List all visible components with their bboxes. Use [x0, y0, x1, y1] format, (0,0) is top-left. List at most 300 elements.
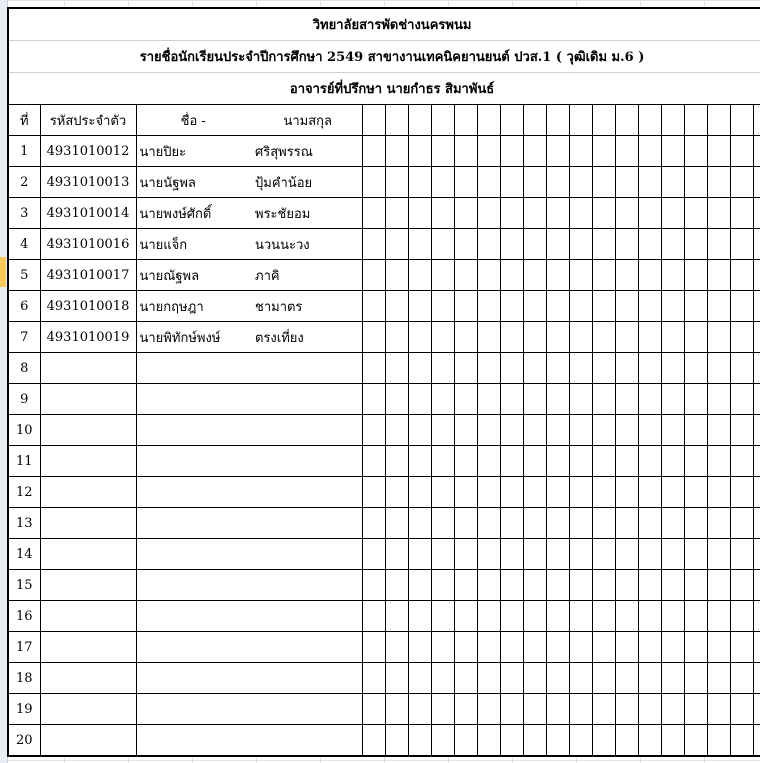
attendance-check-cell[interactable] [592, 539, 615, 570]
attendance-check-cell[interactable] [431, 167, 454, 198]
attendance-check-cell[interactable] [684, 570, 707, 601]
attendance-check-cell[interactable] [546, 570, 569, 601]
last-name-cell[interactable]: พระชัยอม [252, 198, 362, 229]
attendance-check-cell[interactable] [362, 570, 385, 601]
first-name-cell[interactable] [136, 384, 252, 415]
row-number-cell[interactable]: 18 [8, 663, 40, 694]
attendance-check-cell[interactable] [408, 353, 431, 384]
attendance-check-cell[interactable] [523, 663, 546, 694]
row-number-cell[interactable]: 12 [8, 477, 40, 508]
last-name-cell[interactable]: ปุ้มคำน้อย [252, 167, 362, 198]
last-name-cell[interactable] [252, 570, 362, 601]
student-id-cell[interactable] [40, 663, 136, 694]
attendance-check-cell[interactable] [707, 539, 730, 570]
attendance-check-cell[interactable] [615, 694, 638, 725]
attendance-check-cell[interactable] [753, 632, 760, 663]
attendance-check-cell[interactable] [523, 322, 546, 353]
attendance-check-cell[interactable] [546, 291, 569, 322]
attendance-check-cell[interactable] [431, 508, 454, 539]
attendance-check-cell[interactable] [362, 198, 385, 229]
attendance-check-cell[interactable] [477, 508, 500, 539]
attendance-check-cell[interactable] [638, 167, 661, 198]
attendance-check-cell[interactable] [753, 415, 760, 446]
attendance-check-cell[interactable] [707, 167, 730, 198]
attendance-check-cell[interactable] [684, 632, 707, 663]
attendance-check-cell[interactable] [753, 477, 760, 508]
student-id-cell[interactable] [40, 601, 136, 632]
attendance-check-cell[interactable] [385, 353, 408, 384]
attendance-check-cell[interactable] [477, 694, 500, 725]
attendance-check-cell[interactable] [454, 663, 477, 694]
student-id-cell[interactable] [40, 694, 136, 725]
attendance-check-cell[interactable] [408, 167, 431, 198]
attendance-check-cell[interactable] [592, 384, 615, 415]
attendance-check-cell[interactable] [546, 198, 569, 229]
attendance-check-cell[interactable] [523, 725, 546, 757]
attendance-check-cell[interactable] [730, 353, 753, 384]
attendance-check-cell[interactable] [730, 446, 753, 477]
attendance-check-cell[interactable] [454, 725, 477, 757]
attendance-check-cell[interactable] [362, 136, 385, 167]
row-number-cell[interactable]: 17 [8, 632, 40, 663]
last-name-cell[interactable] [252, 539, 362, 570]
attendance-check-cell[interactable] [707, 136, 730, 167]
attendance-check-cell[interactable] [638, 136, 661, 167]
attendance-check-cell[interactable] [408, 291, 431, 322]
attendance-check-cell[interactable] [615, 415, 638, 446]
student-id-cell[interactable] [40, 384, 136, 415]
first-name-cell[interactable] [136, 725, 252, 757]
attendance-check-cell[interactable] [707, 260, 730, 291]
attendance-check-cell[interactable] [500, 694, 523, 725]
first-name-cell[interactable]: นายนัฐพล [136, 167, 252, 198]
attendance-check-cell[interactable] [684, 446, 707, 477]
attendance-check-cell[interactable] [408, 539, 431, 570]
attendance-check-cell[interactable] [431, 446, 454, 477]
attendance-check-cell[interactable] [638, 229, 661, 260]
attendance-check-cell[interactable] [707, 694, 730, 725]
attendance-check-cell[interactable] [454, 136, 477, 167]
attendance-check-cell[interactable] [546, 353, 569, 384]
first-name-cell[interactable]: นายพิทักษ์พงษ์ [136, 322, 252, 353]
attendance-check-cell[interactable] [431, 353, 454, 384]
attendance-check-cell[interactable] [592, 632, 615, 663]
attendance-check-cell[interactable] [362, 353, 385, 384]
attendance-check-cell[interactable] [500, 446, 523, 477]
attendance-check-cell[interactable] [523, 136, 546, 167]
attendance-check-cell[interactable] [385, 136, 408, 167]
attendance-check-cell[interactable] [707, 229, 730, 260]
attendance-check-cell[interactable] [707, 725, 730, 757]
attendance-check-cell[interactable] [661, 725, 684, 757]
attendance-check-cell[interactable] [730, 167, 753, 198]
attendance-check-cell[interactable] [638, 198, 661, 229]
attendance-check-cell[interactable] [569, 570, 592, 601]
attendance-check-cell[interactable] [661, 601, 684, 632]
attendance-check-cell[interactable] [431, 601, 454, 632]
attendance-check-cell[interactable] [477, 322, 500, 353]
attendance-check-cell[interactable] [569, 539, 592, 570]
attendance-check-cell[interactable] [592, 508, 615, 539]
student-id-cell[interactable] [40, 725, 136, 757]
attendance-check-cell[interactable] [500, 725, 523, 757]
attendance-check-cell[interactable] [684, 322, 707, 353]
attendance-check-cell[interactable] [546, 260, 569, 291]
first-name-cell[interactable] [136, 694, 252, 725]
attendance-check-cell[interactable] [753, 694, 760, 725]
attendance-check-cell[interactable] [408, 198, 431, 229]
attendance-check-cell[interactable] [477, 632, 500, 663]
attendance-check-cell[interactable] [592, 229, 615, 260]
attendance-check-cell[interactable] [500, 322, 523, 353]
attendance-check-cell[interactable] [661, 446, 684, 477]
attendance-check-cell[interactable] [546, 446, 569, 477]
attendance-check-cell[interactable] [546, 384, 569, 415]
attendance-check-cell[interactable] [730, 384, 753, 415]
last-name-cell[interactable] [252, 415, 362, 446]
attendance-check-cell[interactable] [546, 663, 569, 694]
attendance-check-cell[interactable] [707, 632, 730, 663]
attendance-check-cell[interactable] [592, 601, 615, 632]
first-name-cell[interactable] [136, 663, 252, 694]
attendance-check-cell[interactable] [638, 446, 661, 477]
attendance-check-cell[interactable] [615, 229, 638, 260]
first-name-cell[interactable] [136, 415, 252, 446]
attendance-check-cell[interactable] [753, 322, 760, 353]
attendance-check-cell[interactable] [362, 415, 385, 446]
attendance-check-cell[interactable] [362, 477, 385, 508]
attendance-check-cell[interactable] [730, 601, 753, 632]
attendance-check-cell[interactable] [569, 136, 592, 167]
first-name-cell[interactable] [136, 353, 252, 384]
attendance-check-cell[interactable] [569, 632, 592, 663]
first-name-cell[interactable]: นายณัฐพล [136, 260, 252, 291]
attendance-check-cell[interactable] [661, 663, 684, 694]
attendance-check-cell[interactable] [454, 539, 477, 570]
attendance-check-cell[interactable] [638, 384, 661, 415]
attendance-check-cell[interactable] [707, 384, 730, 415]
first-name-cell[interactable] [136, 632, 252, 663]
row-number-cell[interactable]: 6 [8, 291, 40, 322]
attendance-check-cell[interactable] [661, 632, 684, 663]
student-id-cell[interactable] [40, 415, 136, 446]
attendance-check-cell[interactable] [707, 570, 730, 601]
last-name-cell[interactable] [252, 446, 362, 477]
attendance-check-cell[interactable] [385, 663, 408, 694]
attendance-check-cell[interactable] [454, 291, 477, 322]
attendance-check-cell[interactable] [362, 229, 385, 260]
attendance-check-cell[interactable] [569, 384, 592, 415]
attendance-check-cell[interactable] [362, 601, 385, 632]
attendance-check-cell[interactable] [661, 136, 684, 167]
attendance-check-cell[interactable] [684, 229, 707, 260]
attendance-check-cell[interactable] [753, 291, 760, 322]
attendance-check-cell[interactable] [753, 167, 760, 198]
attendance-check-cell[interactable] [408, 136, 431, 167]
attendance-check-cell[interactable] [385, 446, 408, 477]
attendance-check-cell[interactable] [546, 725, 569, 757]
attendance-check-cell[interactable] [615, 167, 638, 198]
attendance-check-cell[interactable] [362, 384, 385, 415]
attendance-check-cell[interactable] [477, 477, 500, 508]
attendance-check-cell[interactable] [615, 291, 638, 322]
attendance-check-cell[interactable] [569, 260, 592, 291]
attendance-check-cell[interactable] [431, 322, 454, 353]
attendance-check-cell[interactable] [592, 570, 615, 601]
attendance-check-cell[interactable] [707, 353, 730, 384]
attendance-check-cell[interactable] [523, 601, 546, 632]
attendance-check-cell[interactable] [638, 601, 661, 632]
attendance-check-cell[interactable] [385, 632, 408, 663]
attendance-check-cell[interactable] [362, 694, 385, 725]
attendance-check-cell[interactable] [523, 446, 546, 477]
attendance-check-cell[interactable] [638, 570, 661, 601]
attendance-check-cell[interactable] [500, 601, 523, 632]
attendance-check-cell[interactable] [477, 384, 500, 415]
attendance-check-cell[interactable] [362, 322, 385, 353]
attendance-check-cell[interactable] [730, 539, 753, 570]
attendance-check-cell[interactable] [684, 601, 707, 632]
attendance-check-cell[interactable] [408, 601, 431, 632]
attendance-check-cell[interactable] [408, 694, 431, 725]
attendance-check-cell[interactable] [661, 415, 684, 446]
attendance-check-cell[interactable] [500, 477, 523, 508]
attendance-check-cell[interactable] [684, 725, 707, 757]
last-name-cell[interactable]: นวนนะวง [252, 229, 362, 260]
attendance-check-cell[interactable] [684, 291, 707, 322]
student-id-cell[interactable]: 4931010018 [40, 291, 136, 322]
last-name-cell[interactable] [252, 508, 362, 539]
attendance-check-cell[interactable] [730, 663, 753, 694]
attendance-check-cell[interactable] [362, 446, 385, 477]
student-id-cell[interactable] [40, 632, 136, 663]
attendance-check-cell[interactable] [546, 632, 569, 663]
attendance-check-cell[interactable] [362, 632, 385, 663]
attendance-check-cell[interactable] [730, 725, 753, 757]
attendance-check-cell[interactable] [523, 415, 546, 446]
attendance-check-cell[interactable] [523, 260, 546, 291]
attendance-check-cell[interactable] [592, 415, 615, 446]
student-id-cell[interactable]: 4931010012 [40, 136, 136, 167]
attendance-check-cell[interactable] [385, 167, 408, 198]
attendance-check-cell[interactable] [592, 694, 615, 725]
attendance-check-cell[interactable] [684, 167, 707, 198]
attendance-check-cell[interactable] [615, 353, 638, 384]
attendance-check-cell[interactable] [454, 260, 477, 291]
last-name-cell[interactable]: ศริสุพรรณ [252, 136, 362, 167]
attendance-check-cell[interactable] [753, 353, 760, 384]
attendance-check-cell[interactable] [661, 508, 684, 539]
attendance-check-cell[interactable] [615, 198, 638, 229]
attendance-check-cell[interactable] [362, 725, 385, 757]
attendance-check-cell[interactable] [615, 136, 638, 167]
attendance-check-cell[interactable] [707, 198, 730, 229]
attendance-check-cell[interactable] [546, 136, 569, 167]
attendance-check-cell[interactable] [592, 167, 615, 198]
attendance-check-cell[interactable] [753, 601, 760, 632]
attendance-check-cell[interactable] [500, 570, 523, 601]
attendance-check-cell[interactable] [753, 260, 760, 291]
attendance-check-cell[interactable] [454, 446, 477, 477]
student-id-cell[interactable]: 4931010019 [40, 322, 136, 353]
row-number-cell[interactable]: 1 [8, 136, 40, 167]
attendance-check-cell[interactable] [661, 291, 684, 322]
attendance-check-cell[interactable] [730, 477, 753, 508]
attendance-check-cell[interactable] [477, 601, 500, 632]
row-number-cell[interactable]: 10 [8, 415, 40, 446]
attendance-check-cell[interactable] [638, 291, 661, 322]
attendance-check-cell[interactable] [454, 601, 477, 632]
attendance-check-cell[interactable] [753, 508, 760, 539]
attendance-check-cell[interactable] [454, 322, 477, 353]
attendance-check-cell[interactable] [569, 601, 592, 632]
attendance-check-cell[interactable] [753, 198, 760, 229]
attendance-check-cell[interactable] [615, 539, 638, 570]
attendance-check-cell[interactable] [661, 539, 684, 570]
attendance-check-cell[interactable] [362, 291, 385, 322]
attendance-check-cell[interactable] [546, 322, 569, 353]
attendance-check-cell[interactable] [684, 539, 707, 570]
attendance-check-cell[interactable] [546, 229, 569, 260]
attendance-check-cell[interactable] [385, 198, 408, 229]
attendance-check-cell[interactable] [431, 384, 454, 415]
attendance-check-cell[interactable] [477, 415, 500, 446]
attendance-check-cell[interactable] [431, 725, 454, 757]
attendance-check-cell[interactable] [523, 353, 546, 384]
attendance-check-cell[interactable] [684, 260, 707, 291]
attendance-check-cell[interactable] [569, 694, 592, 725]
row-number-cell[interactable]: 9 [8, 384, 40, 415]
student-id-cell[interactable]: 4931010014 [40, 198, 136, 229]
row-number-cell[interactable]: 5 [8, 260, 40, 291]
attendance-check-cell[interactable] [638, 539, 661, 570]
attendance-check-cell[interactable] [523, 291, 546, 322]
attendance-check-cell[interactable] [684, 508, 707, 539]
attendance-check-cell[interactable] [753, 136, 760, 167]
attendance-check-cell[interactable] [546, 508, 569, 539]
attendance-check-cell[interactable] [477, 260, 500, 291]
attendance-check-cell[interactable] [661, 167, 684, 198]
attendance-check-cell[interactable] [454, 632, 477, 663]
attendance-check-cell[interactable] [546, 539, 569, 570]
attendance-check-cell[interactable] [661, 477, 684, 508]
attendance-check-cell[interactable] [408, 570, 431, 601]
last-name-cell[interactable]: ภาคิ [252, 260, 362, 291]
attendance-check-cell[interactable] [638, 353, 661, 384]
attendance-check-cell[interactable] [408, 725, 431, 757]
attendance-check-cell[interactable] [362, 539, 385, 570]
attendance-check-cell[interactable] [523, 229, 546, 260]
attendance-check-cell[interactable] [569, 663, 592, 694]
attendance-check-cell[interactable] [477, 446, 500, 477]
attendance-check-cell[interactable] [592, 322, 615, 353]
attendance-check-cell[interactable] [661, 260, 684, 291]
attendance-check-cell[interactable] [362, 260, 385, 291]
attendance-check-cell[interactable] [684, 198, 707, 229]
attendance-check-cell[interactable] [385, 384, 408, 415]
attendance-check-cell[interactable] [592, 353, 615, 384]
attendance-check-cell[interactable] [638, 415, 661, 446]
attendance-check-cell[interactable] [523, 694, 546, 725]
last-name-cell[interactable] [252, 632, 362, 663]
attendance-check-cell[interactable] [684, 415, 707, 446]
attendance-check-cell[interactable] [500, 508, 523, 539]
attendance-check-cell[interactable] [500, 291, 523, 322]
attendance-check-cell[interactable] [385, 415, 408, 446]
attendance-check-cell[interactable] [638, 663, 661, 694]
row-number-cell[interactable]: 19 [8, 694, 40, 725]
last-name-cell[interactable] [252, 663, 362, 694]
first-name-cell[interactable] [136, 570, 252, 601]
attendance-check-cell[interactable] [730, 136, 753, 167]
attendance-check-cell[interactable] [477, 136, 500, 167]
last-name-cell[interactable] [252, 601, 362, 632]
attendance-check-cell[interactable] [523, 384, 546, 415]
attendance-check-cell[interactable] [523, 539, 546, 570]
attendance-check-cell[interactable] [408, 260, 431, 291]
attendance-check-cell[interactable] [661, 570, 684, 601]
attendance-check-cell[interactable] [500, 260, 523, 291]
attendance-check-cell[interactable] [592, 291, 615, 322]
attendance-check-cell[interactable] [500, 167, 523, 198]
attendance-check-cell[interactable] [569, 198, 592, 229]
attendance-check-cell[interactable] [730, 415, 753, 446]
attendance-check-cell[interactable] [753, 725, 760, 757]
attendance-check-cell[interactable] [661, 353, 684, 384]
attendance-check-cell[interactable] [431, 539, 454, 570]
attendance-check-cell[interactable] [477, 539, 500, 570]
attendance-check-cell[interactable] [431, 136, 454, 167]
attendance-check-cell[interactable] [707, 446, 730, 477]
attendance-check-cell[interactable] [362, 167, 385, 198]
attendance-check-cell[interactable] [477, 167, 500, 198]
student-id-cell[interactable] [40, 353, 136, 384]
attendance-check-cell[interactable] [730, 570, 753, 601]
attendance-check-cell[interactable] [592, 260, 615, 291]
first-name-cell[interactable]: นายพงษ์ศักดิ์ [136, 198, 252, 229]
attendance-check-cell[interactable] [638, 725, 661, 757]
attendance-check-cell[interactable] [362, 663, 385, 694]
attendance-check-cell[interactable] [730, 260, 753, 291]
attendance-check-cell[interactable] [431, 694, 454, 725]
attendance-check-cell[interactable] [638, 477, 661, 508]
last-name-cell[interactable] [252, 384, 362, 415]
attendance-check-cell[interactable] [500, 663, 523, 694]
attendance-check-cell[interactable] [592, 725, 615, 757]
attendance-check-cell[interactable] [638, 260, 661, 291]
attendance-check-cell[interactable] [431, 570, 454, 601]
attendance-check-cell[interactable] [638, 322, 661, 353]
attendance-check-cell[interactable] [730, 229, 753, 260]
attendance-check-cell[interactable] [684, 694, 707, 725]
attendance-check-cell[interactable] [592, 663, 615, 694]
attendance-check-cell[interactable] [500, 136, 523, 167]
row-number-cell[interactable]: 2 [8, 167, 40, 198]
attendance-check-cell[interactable] [431, 477, 454, 508]
attendance-check-cell[interactable] [500, 353, 523, 384]
attendance-check-cell[interactable] [615, 601, 638, 632]
attendance-check-cell[interactable] [684, 477, 707, 508]
attendance-check-cell[interactable] [753, 384, 760, 415]
attendance-check-cell[interactable] [638, 508, 661, 539]
attendance-check-cell[interactable] [523, 167, 546, 198]
attendance-check-cell[interactable] [707, 601, 730, 632]
attendance-check-cell[interactable] [385, 477, 408, 508]
row-number-cell[interactable]: 3 [8, 198, 40, 229]
attendance-check-cell[interactable] [431, 663, 454, 694]
attendance-check-cell[interactable] [408, 477, 431, 508]
attendance-check-cell[interactable] [615, 446, 638, 477]
